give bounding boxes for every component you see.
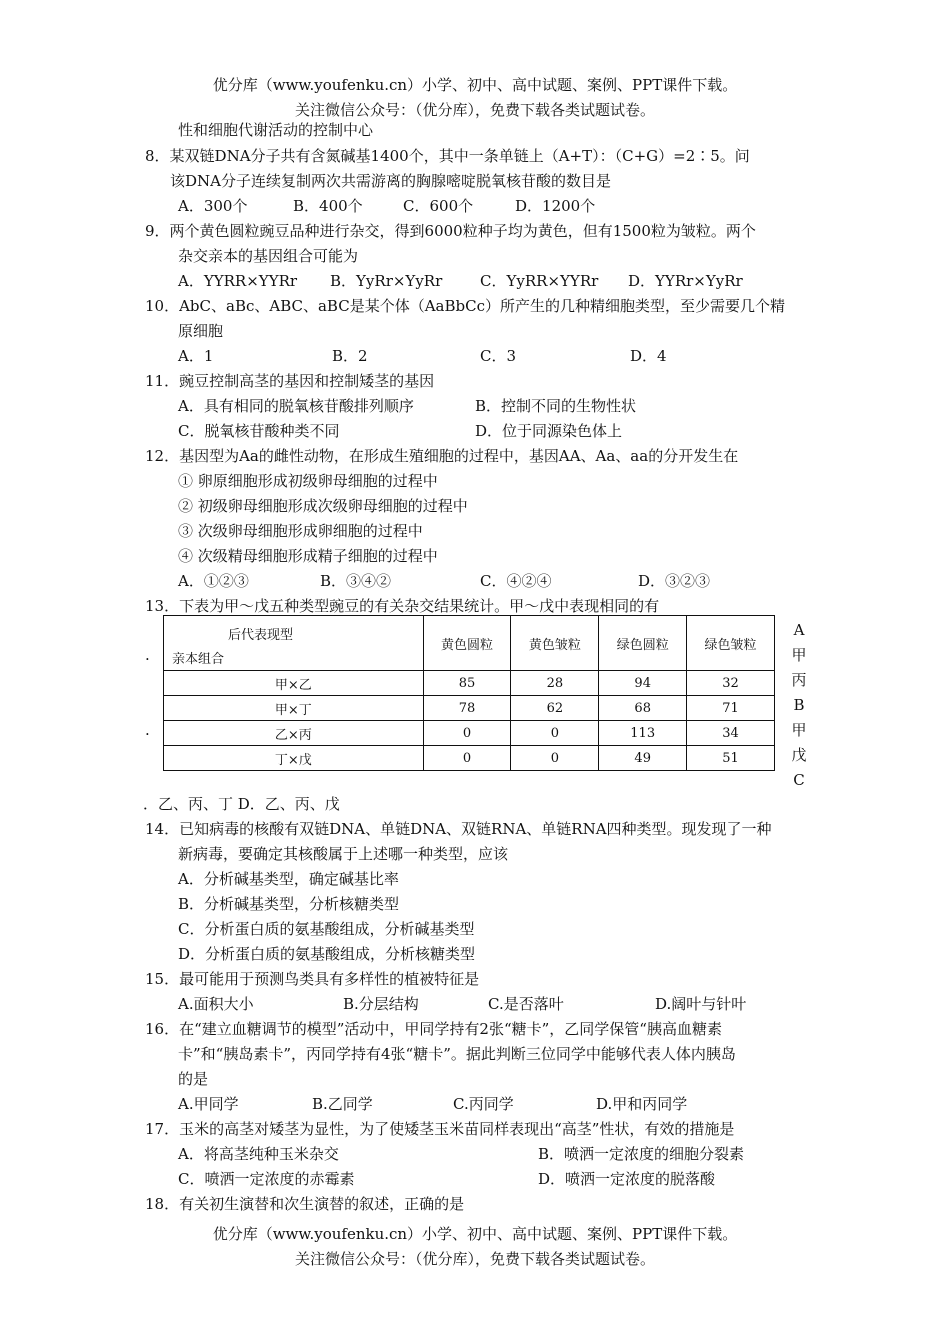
- q16-option-c: C.丙同学: [453, 1095, 514, 1113]
- stray-dot: .: [145, 646, 150, 664]
- table-column-header: 绿色圆粒: [599, 616, 687, 671]
- side-option-char: C: [793, 771, 805, 789]
- table-row: [164, 746, 775, 771]
- q11-option-a: A．具有相同的脱氧核苷酸排列顺序: [178, 397, 414, 415]
- cross-result-table: [163, 615, 775, 771]
- footer-line-1: 优分库（www.youfenku.cn）小学、初中、高中试题、案例、PPT课件下载。: [212, 1225, 738, 1243]
- q16-stem-line-3: 的是: [178, 1070, 209, 1088]
- q14-option-c: C．分析蛋白质的氨基酸组成，分析碱基类型: [178, 920, 475, 938]
- q10-option-d: D．4: [630, 347, 667, 365]
- q12-stem: 12．基因型为Aa的雌性动物，在形成生殖细胞的过程中，基因AA、Aa、aa的分开发生在: [145, 447, 739, 465]
- q14-option-d: D．分析蛋白质的氨基酸组成，分析核糖类型: [178, 945, 476, 963]
- q16-stem-line-2: 卡”和“胰岛素卡”，丙同学持有4张“糖卡”。据此判断三位同学中能够代表人体内胰岛: [178, 1045, 736, 1063]
- side-option-char: A: [793, 621, 805, 639]
- table-column-header: 黄色皱粒: [511, 616, 599, 671]
- q17-option-c: C．喷洒一定浓度的赤霉素: [178, 1170, 355, 1188]
- continued-text: 性和细胞代谢活动的控制中心: [178, 121, 374, 139]
- q16-option-d: D.甲和丙同学: [596, 1095, 688, 1113]
- table-corner-bottom-label: 亲本组合: [172, 652, 225, 667]
- q15-option-a: A.面积大小: [178, 995, 254, 1013]
- q12-option-c: C．④②④: [480, 572, 552, 590]
- q14-stem-line-2: 新病毒，要确定其核酸属于上述哪一种类型，应该: [178, 845, 509, 863]
- q12-statement-1: ① 卵原细胞形成初级卵母细胞的过程中: [178, 472, 438, 490]
- table-row: [164, 721, 775, 746]
- table-column-header: 绿色皱粒: [687, 616, 775, 671]
- q12-statement-2: ② 初级卵母细胞形成次级卵母细胞的过程中: [178, 497, 468, 515]
- table-cell: 68: [599, 696, 687, 721]
- table-row-label: 丁×戊: [164, 746, 424, 771]
- side-option-char: 甲: [791, 646, 807, 664]
- table-row-label: 甲×丁: [164, 696, 424, 721]
- q8-stem-line-2: 该DNA分子连续复制两次共需游离的胸腺嘧啶脱氧核苷酸的数目是: [170, 172, 611, 190]
- table-cell: 62: [511, 696, 599, 721]
- table-cell: 94: [599, 671, 687, 696]
- q8-option-b: B．400个: [293, 197, 363, 215]
- q14-stem-line-1: 14．已知病毒的核酸有双链DNA、单链DNA、双链RNA、单链RNA四种类型。现发现了一种: [145, 820, 772, 838]
- q10-stem-line-1: 10．AbC、aBc、ABC、aBC是某个体（AaBbCc）所产生的几种精细胞类型，至少需要几个精: [145, 297, 785, 315]
- table-cell: 28: [511, 671, 599, 696]
- q12-statement-3: ③ 次级卵母细胞形成卵细胞的过程中: [178, 522, 423, 540]
- q18-stem: 18．有关初生演替和次生演替的叙述，正确的是: [145, 1195, 465, 1213]
- table-row: [164, 671, 775, 696]
- header-line-2: 关注微信公众号：（优分库），免费下载各类试题试卷。: [294, 101, 655, 119]
- q12-option-b: B．③④②: [320, 572, 392, 590]
- q9-stem-line-2: 杂交亲本的基因组合可能为: [178, 247, 359, 265]
- table-cell: 0: [423, 746, 511, 771]
- table-cell: 0: [511, 746, 599, 771]
- table-corner-cell: [164, 616, 424, 671]
- side-option-char: B: [793, 696, 805, 714]
- q11-stem: 11．豌豆控制高茎的基因和控制矮茎的基因: [145, 372, 435, 390]
- q15-option-c: C.是否落叶: [488, 995, 564, 1013]
- q13-stem: 13．下表为甲～戊五种类型豌豆的有关杂交结果统计。甲～戊中表现相同的有: [145, 597, 660, 615]
- q9-option-b: B．YyRr×YyRr: [330, 272, 443, 290]
- q16-option-a: A.甲同学: [178, 1095, 239, 1113]
- q17-option-b: B．喷洒一定浓度的细胞分裂素: [538, 1145, 745, 1163]
- footer-line-2: 关注微信公众号：（优分库），免费下载各类试题试卷。: [294, 1250, 655, 1268]
- table-cell: 34: [687, 721, 775, 746]
- q15-option-d: D.阔叶与针叶: [655, 995, 747, 1013]
- table-cell: 71: [687, 696, 775, 721]
- q8-option-c: C．600个: [403, 197, 474, 215]
- table-cell: 0: [511, 721, 599, 746]
- q10-option-a: A．1: [178, 347, 214, 365]
- q17-option-a: A．将高茎纯种玉米杂交: [178, 1145, 339, 1163]
- table-cell: 85: [423, 671, 511, 696]
- q8-option-d: D．1200个: [515, 197, 596, 215]
- q12-statement-4: ④ 次级精母细胞形成精子细胞的过程中: [178, 547, 438, 565]
- q16-stem-line-1: 16．在“建立血糖调节的模型”活动中，甲同学持有2张“糖卡”，乙同学保管“胰高血糖素: [145, 1020, 722, 1038]
- q9-option-a: A．YYRR×YYRr: [178, 272, 298, 290]
- table-cell: 51: [687, 746, 775, 771]
- table-column-header: 黄色圆粒: [423, 616, 511, 671]
- table-cell: 49: [599, 746, 687, 771]
- table-cell: 0: [423, 721, 511, 746]
- q13-options-tail: ．乙、丙、丁 D．乙、丙、戊: [143, 795, 340, 813]
- q11-option-d: D．位于同源染色体上: [475, 422, 623, 440]
- q15-stem: 15．最可能用于预测鸟类具有多样性的植被特征是: [145, 970, 480, 988]
- side-option-char: 甲: [791, 721, 807, 739]
- table-corner-top-label: 后代表现型: [228, 628, 294, 643]
- table-row-label: 乙×丙: [164, 721, 424, 746]
- q9-stem-line-1: 9．两个黄色圆粒豌豆品种进行杂交，得到6000粒种子均为黄色，但有1500粒为皱粒。两个: [145, 222, 756, 240]
- q17-stem: 17．玉米的高茎对矮茎为显性，为了使矮茎玉米苗同样表现出“高茎”性状，有效的措施是: [145, 1120, 735, 1138]
- q8-option-a: A．300个: [178, 197, 248, 215]
- side-option-char: 丙: [791, 671, 807, 689]
- q17-option-d: D．喷洒一定浓度的脱落酸: [538, 1170, 716, 1188]
- q16-option-b: B.乙同学: [312, 1095, 373, 1113]
- q9-option-c: C．YyRR×YYRr: [480, 272, 599, 290]
- table-cell: 78: [423, 696, 511, 721]
- q11-option-c: C．脱氧核苷酸种类不同: [178, 422, 340, 440]
- q14-option-b: B．分析碱基类型，分析核糖类型: [178, 895, 400, 913]
- q10-option-c: C．3: [480, 347, 517, 365]
- q9-option-d: D．YYRr×YyRr: [628, 272, 743, 290]
- q12-option-a: A．①②③: [178, 572, 249, 590]
- table-row: [164, 696, 775, 721]
- q10-stem-line-2: 原细胞: [178, 322, 224, 340]
- table-cell: 32: [687, 671, 775, 696]
- q11-option-b: B．控制不同的生物性状: [475, 397, 637, 415]
- side-option-char: 戊: [791, 746, 807, 764]
- q8-stem-line-1: 8．某双链DNA分子共有含氮碱基1400个，其中一条单链上（A+T）：（C+G）=2∶5。问: [145, 147, 750, 165]
- q15-option-b: B.分层结构: [343, 995, 419, 1013]
- q14-option-a: A．分析碱基类型，确定碱基比率: [178, 870, 399, 888]
- table-row-label: 甲×乙: [164, 671, 424, 696]
- table-cell: 113: [599, 721, 687, 746]
- stray-dot: .: [145, 721, 150, 739]
- header-line-1: 优分库（www.youfenku.cn）小学、初中、高中试题、案例、PPT课件下载。: [212, 76, 738, 94]
- q10-option-b: B．2: [332, 347, 368, 365]
- q12-option-d: D．③②③: [638, 572, 711, 590]
